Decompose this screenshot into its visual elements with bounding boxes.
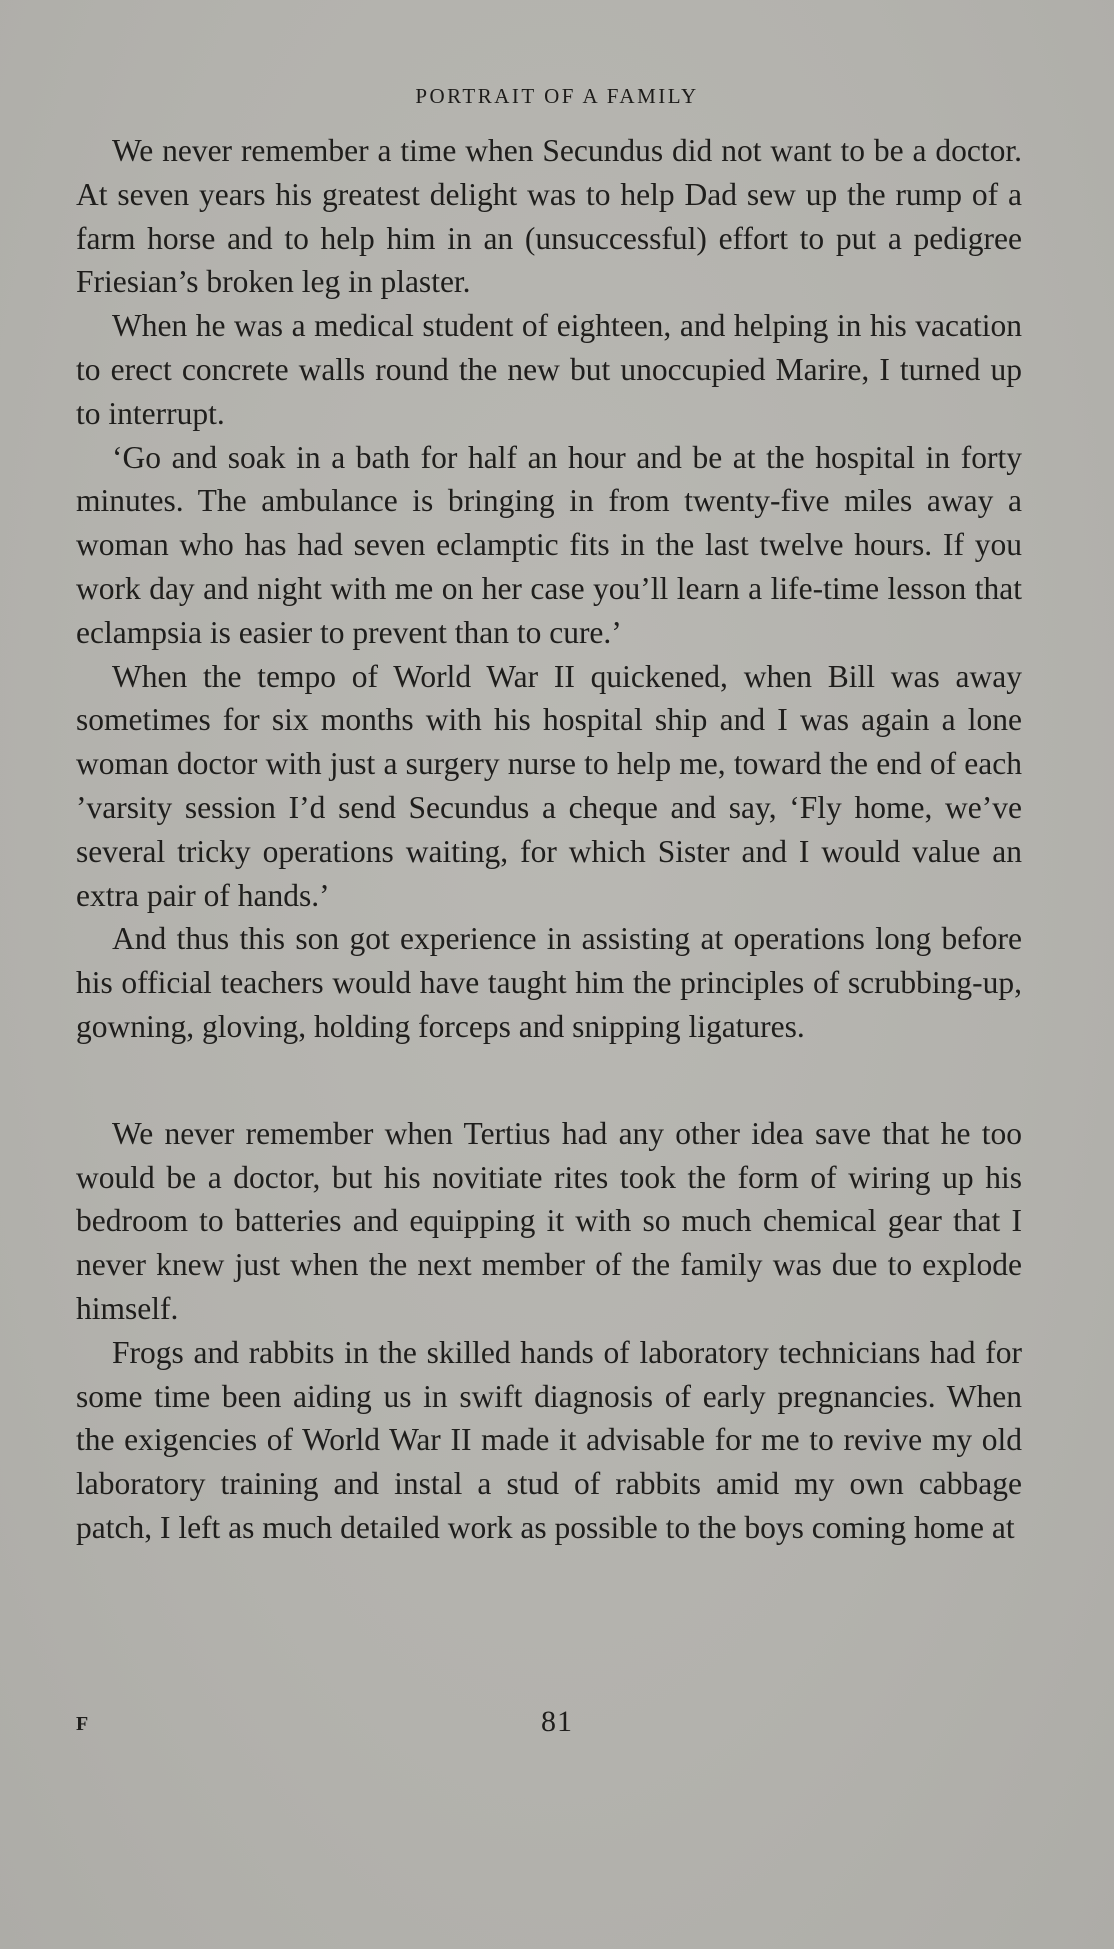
page-number: 81 bbox=[541, 1705, 573, 1738]
body-text bbox=[76, 129, 1022, 1550]
paragraph: We never remember a time when Secundus did not want to be a doctor. At seven years his greatest delight was to help Dad sew up the rump of a farm horse and to help him in an (unsuccessful) effort to put a pedigree Friesian’s broken leg in plaster. bbox=[76, 133, 1022, 300]
paragraph: And thus this son got experience in assisting at operations long before his official teachers would have taught him the principles of scrubbing-up, gowning, gloving, holding forceps and snipping ligatures. bbox=[76, 921, 1022, 1044]
signature-mark: F bbox=[76, 1713, 90, 1735]
paragraph: When he was a medical student of eighteen, and helping in his vacation to erect concrete walls round the new but unoccupied Marire, I turned up to interrupt. bbox=[76, 308, 1022, 431]
section-break bbox=[76, 1049, 1022, 1112]
paragraph: When the tempo of World War II quickened, when Bill was away sometimes for six months with his hospital ship and I was again a lone woman doctor with just a surgery nurse to help me, toward the end of each ’varsity session I’d send Secundus a cheque and say, ‘Fly home, we’ve several tricky operations waiting, for which Sister and I would value an extra pair of hands.’ bbox=[76, 658, 1022, 913]
paragraph: ‘Go and soak in a bath for half an hour and be at the hospital in forty minutes. The ambulance is bringing in from twenty-five miles away a woman who has had seven eclamptic fits in the last twelve hours. If you work day and night with me on her case you’ll learn a life-time lesson that eclampsia is easier to prevent than to cure.’ bbox=[76, 439, 1022, 650]
paragraph: Frogs and rabbits in the skilled hands of laboratory technicians had for some time been aiding us in swift diagnosis of early pregnancies. When the exigencies of World War II made it advisable for me to revive my old laboratory training and instal a stud of rabbits amid my own cabbage patch, I left as much detailed work as possible to the boys coming home at bbox=[76, 1334, 1022, 1545]
paragraph: We never remember when Tertius had any other idea save that he too would be a doctor, but his novitiate rites took the form of wiring up his bedroom to batteries and equipping it with so much chemical gear that I never knew just when the next member of the family was due to explode himself. bbox=[76, 1115, 1022, 1326]
running-head: PORTRAIT OF A FAMILY bbox=[415, 84, 699, 108]
